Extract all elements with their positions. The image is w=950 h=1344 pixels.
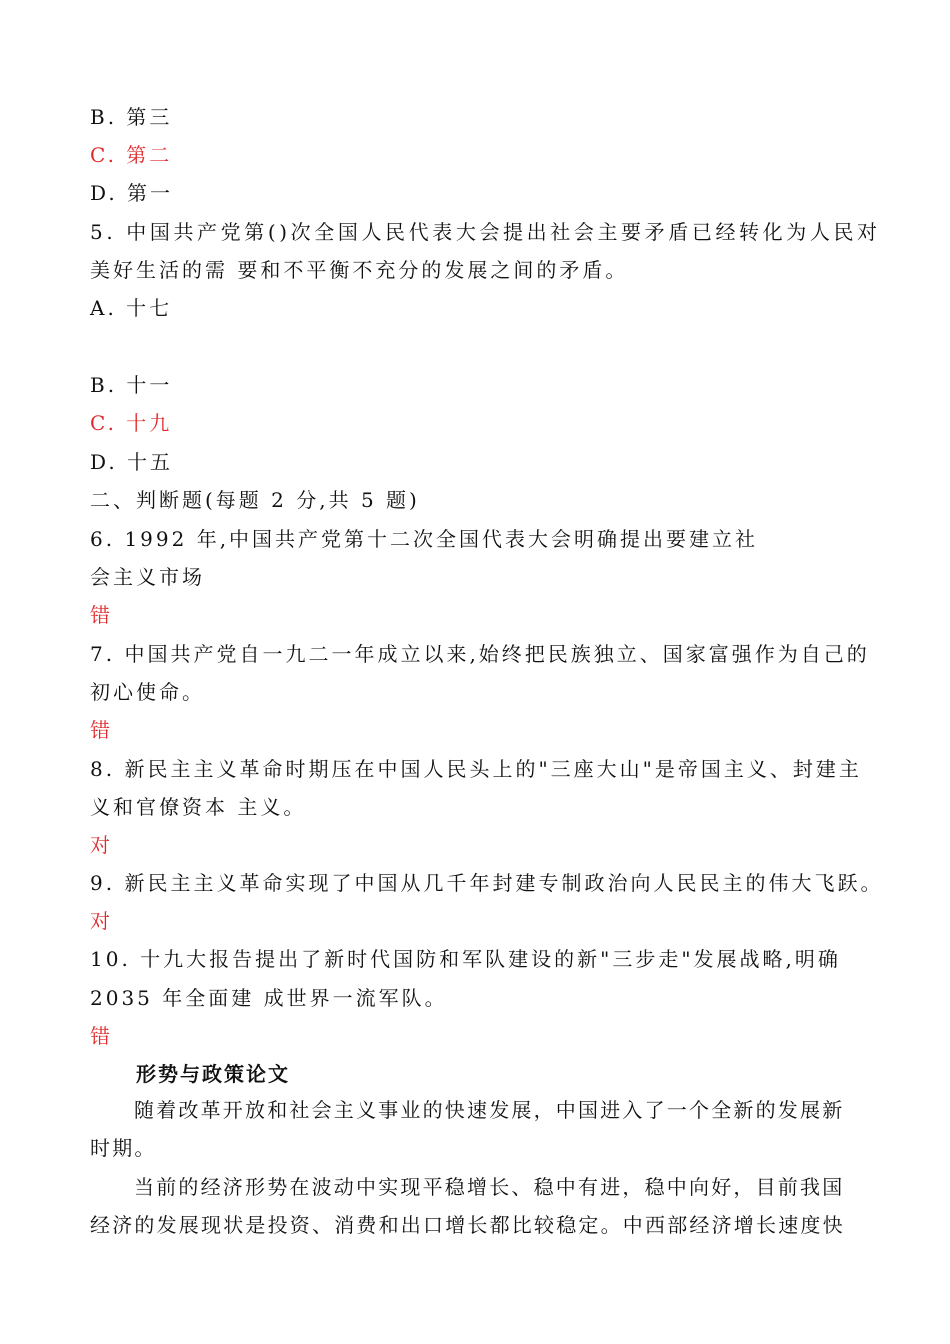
q8-question-line2: 义和官僚资本 主义。 [90, 795, 307, 819]
q5-option-b: B. 十一 [90, 373, 173, 397]
q7-question-line2: 初心使命。 [90, 680, 205, 704]
essay-paragraph-2: 当前的经济形势在波动中实现平稳增长、稳中有进，稳中向好，目前我国经济的发展现状是投资、消费和出口增长都比较稳定。中西部经济增长速度快 [90, 1175, 845, 1237]
section-title-true-false: 二、判断题(每题 2 分,共 5 题) [90, 488, 420, 512]
q4-option-d: D. 第一 [90, 181, 174, 205]
q9-answer: 对 [90, 909, 113, 933]
q5-option-a: A. 十七 [90, 296, 173, 320]
q7-answer: 错 [90, 718, 113, 742]
q10-question-line2: 2035 年全面建 成世界一流军队。 [90, 986, 448, 1010]
q10-answer: 错 [90, 1024, 113, 1048]
q4-option-c-correct: C. 第二 [90, 143, 173, 167]
q5-question-line1: 5. 中国共产党第()次全国人民代表大会提出社会主要矛盾已经转化为人民对 [90, 220, 881, 244]
q10-question-line1: 10. 十九大报告提出了新时代国防和军队建设的新"三步走"发展战略,明确 [90, 947, 841, 971]
q5-option-c-correct: C. 十九 [90, 411, 173, 435]
essay-title: 形势与政策论文 [136, 1062, 290, 1086]
q5-option-d: D. 十五 [90, 450, 174, 474]
q8-question-line1: 8. 新民主主义革命时期压在中国人民头上的"三座大山"是帝国主义、封建主 [90, 757, 862, 781]
q8-answer: 对 [90, 833, 113, 857]
q5-question-line2: 美好生活的需 要和不平衡不充分的发展之间的矛盾。 [90, 258, 629, 282]
q4-option-b: B. 第三 [90, 105, 173, 129]
q6-question-line1: 6. 1992 年,中国共产党第十二次全国代表大会明确提出要建立社 [90, 527, 759, 551]
q9-question-line1: 9. 新民主主义革命实现了中国从几千年封建专制政治向人民民主的伟大飞跃。 [90, 871, 884, 895]
essay-paragraph-1: 随着改革开放和社会主义事业的快速发展，中国进入了一个全新的发展新时期。 [90, 1098, 845, 1160]
q6-question-line2: 会主义市场 [90, 565, 205, 589]
q7-question-line1: 7. 中国共产党自一九二一年成立以来,始终把民族独立、国家富强作为自己的 [90, 642, 870, 666]
q6-answer: 错 [90, 603, 113, 627]
